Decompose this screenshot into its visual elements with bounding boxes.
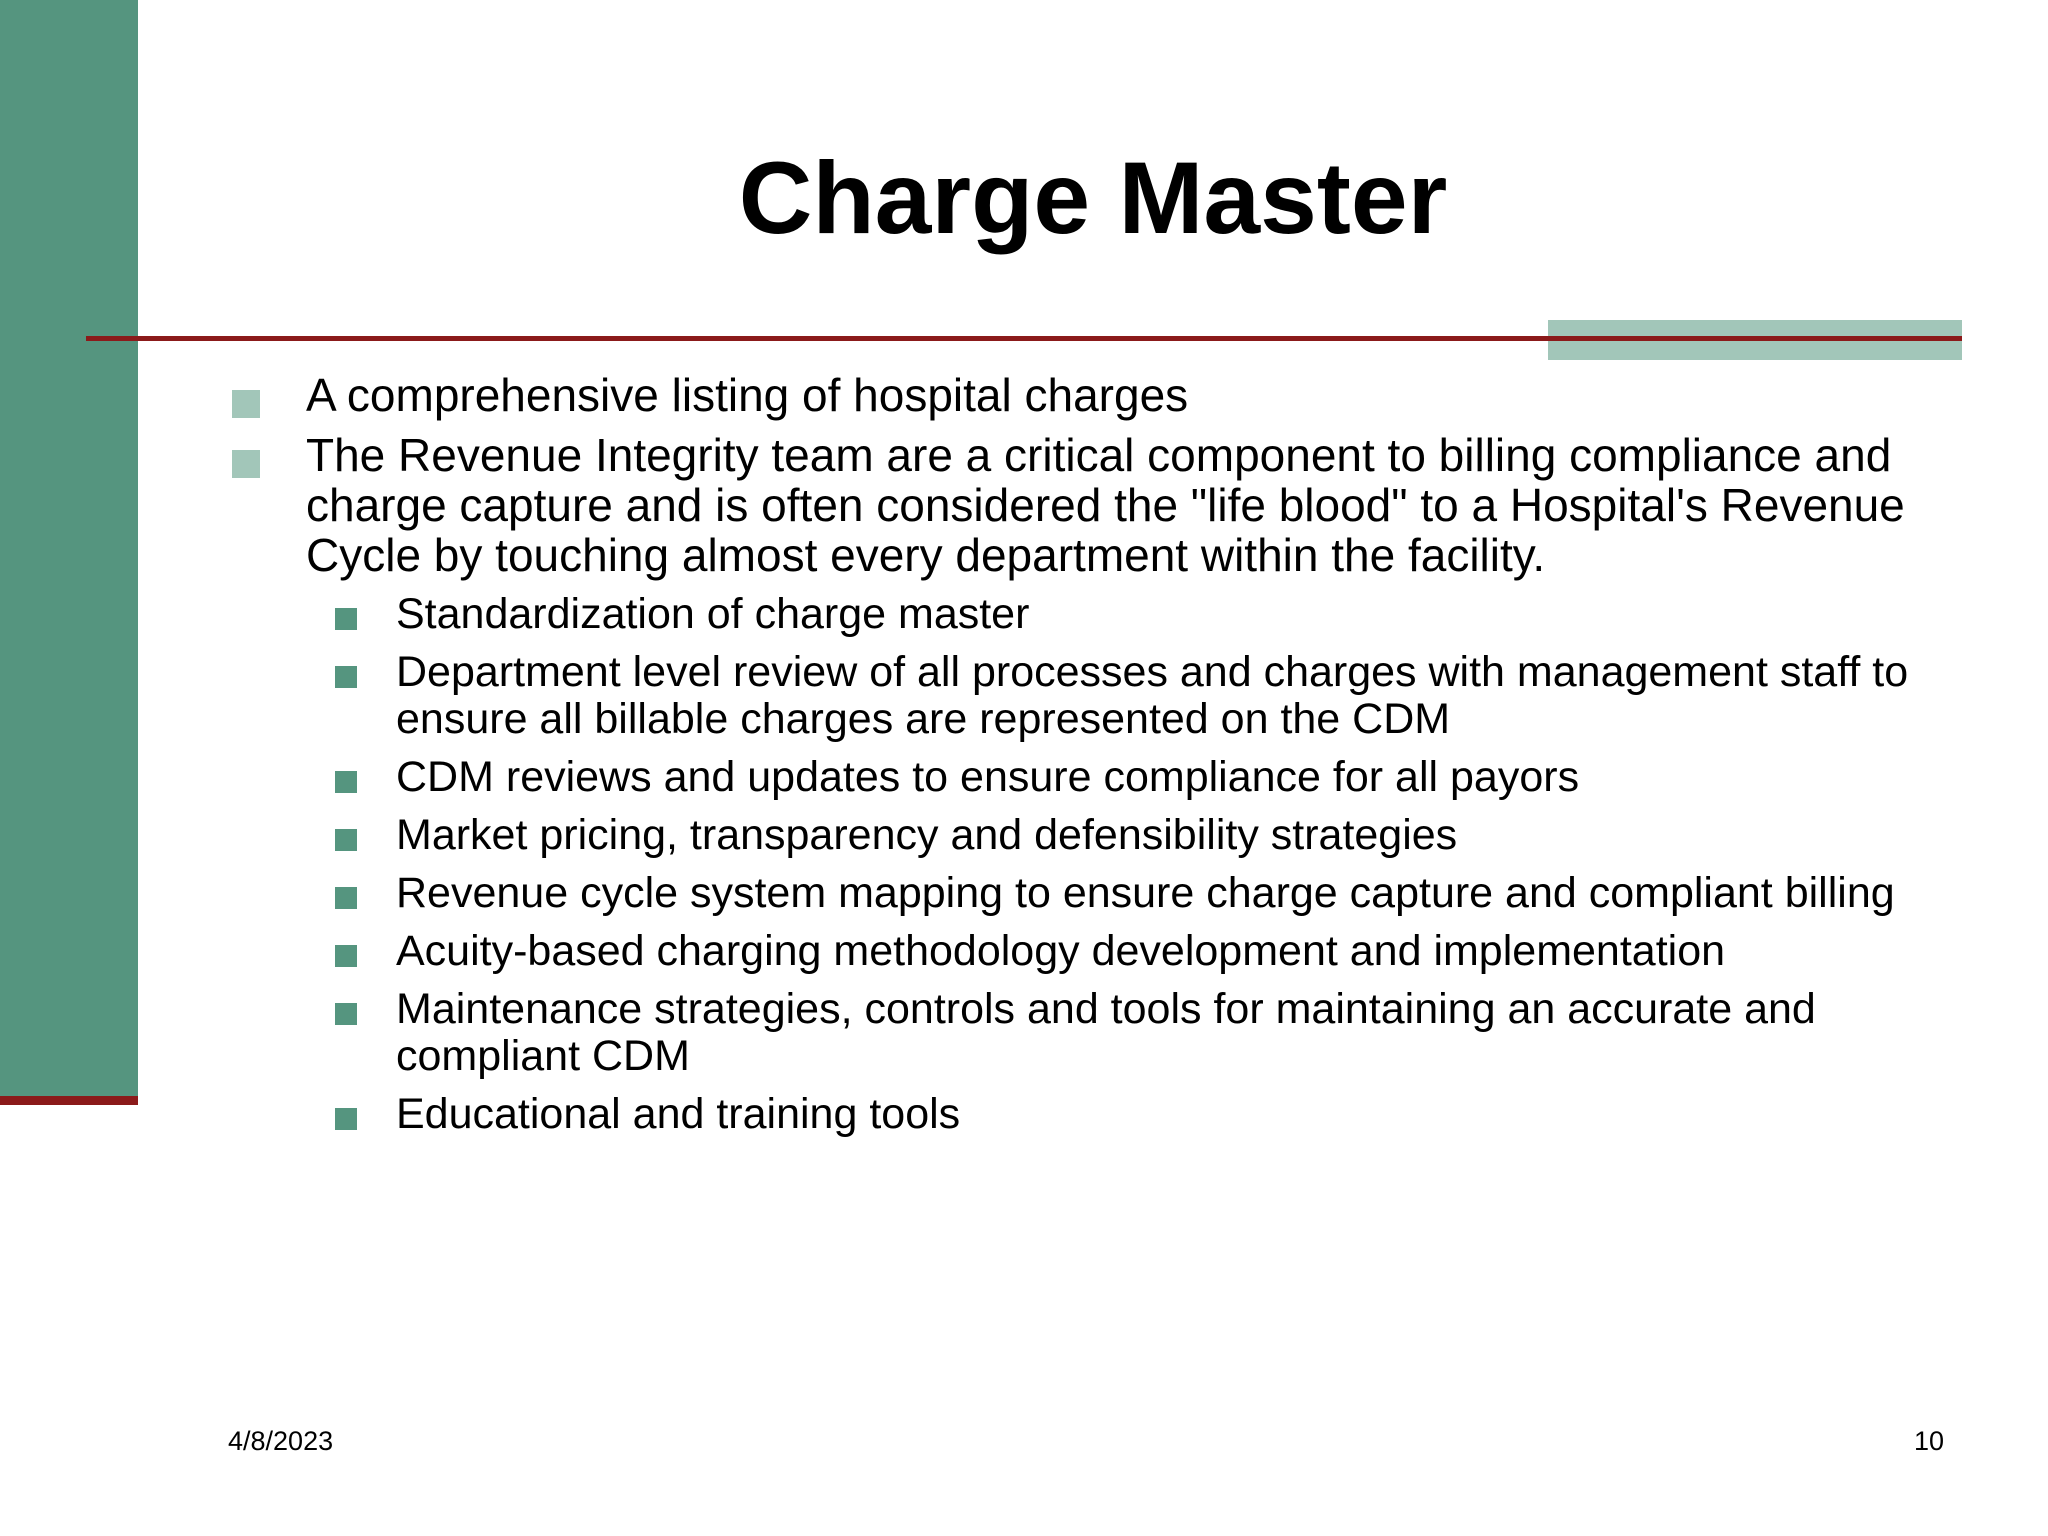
square-bullet-icon (232, 390, 260, 418)
page-number: 10 (1913, 1426, 1944, 1456)
sub-bullet-item (230, 754, 1960, 801)
sub-bullet-item (230, 1091, 1960, 1138)
sub-bullet-item (230, 812, 1960, 859)
square-bullet-icon (232, 450, 260, 478)
left-sidebar-bar (0, 0, 138, 1096)
sub-bullet-text: CDM reviews and updates to ensure compliance for all payors (396, 753, 1580, 801)
footer-date: 4/8/2023 (228, 1426, 334, 1456)
sub-bullet-item (230, 591, 1960, 638)
bullet-text: The Revenue Integrity team are a critical component to billing compliance and charge capture and is often considered the "life blood" to a Hospital's Revenue Cycle by touching almost every department within the facility. (306, 429, 1905, 581)
square-bullet-icon (335, 771, 357, 793)
sub-bullet-item (230, 649, 1960, 743)
title-divider-rule (86, 336, 1962, 341)
sub-bullet-item (230, 986, 1960, 1080)
sub-bullet-text: Standardization of charge master (396, 590, 1030, 638)
slide-title: Charge Master (738, 141, 1448, 255)
bullet-text: A comprehensive listing of hospital charges (306, 369, 1189, 421)
slide-content (230, 360, 1960, 1138)
bullet-item (230, 370, 1960, 420)
square-bullet-icon (335, 829, 357, 851)
square-bullet-icon (335, 1108, 357, 1130)
sidebar-accent-line (0, 1096, 138, 1105)
sub-bullet-item (230, 928, 1960, 975)
bullet-list (230, 370, 1960, 1138)
square-bullet-icon (335, 1003, 357, 1025)
bullet-item (230, 430, 1960, 1138)
sub-bullet-text: Educational and training tools (396, 1090, 961, 1138)
square-bullet-icon (335, 945, 357, 967)
square-bullet-icon (335, 608, 357, 630)
sub-bullet-text: Acuity-based charging methodology development and implementation (396, 927, 1726, 975)
sub-bullet-text: Revenue cycle system mapping to ensure charge capture and compliant billing (396, 869, 1895, 917)
square-bullet-icon (335, 666, 357, 688)
sub-bullet-list (230, 591, 1960, 1138)
sub-bullet-item (230, 870, 1960, 917)
sub-bullet-text: Maintenance strategies, controls and tools for maintaining an accurate and compliant CDM (396, 985, 1816, 1080)
sub-bullet-text: Department level review of all processes and charges with management staff to ensure all billable charges are represented on the CDM (396, 648, 1909, 743)
sub-bullet-text: Market pricing, transparency and defensibility strategies (396, 811, 1458, 859)
square-bullet-icon (335, 887, 357, 909)
